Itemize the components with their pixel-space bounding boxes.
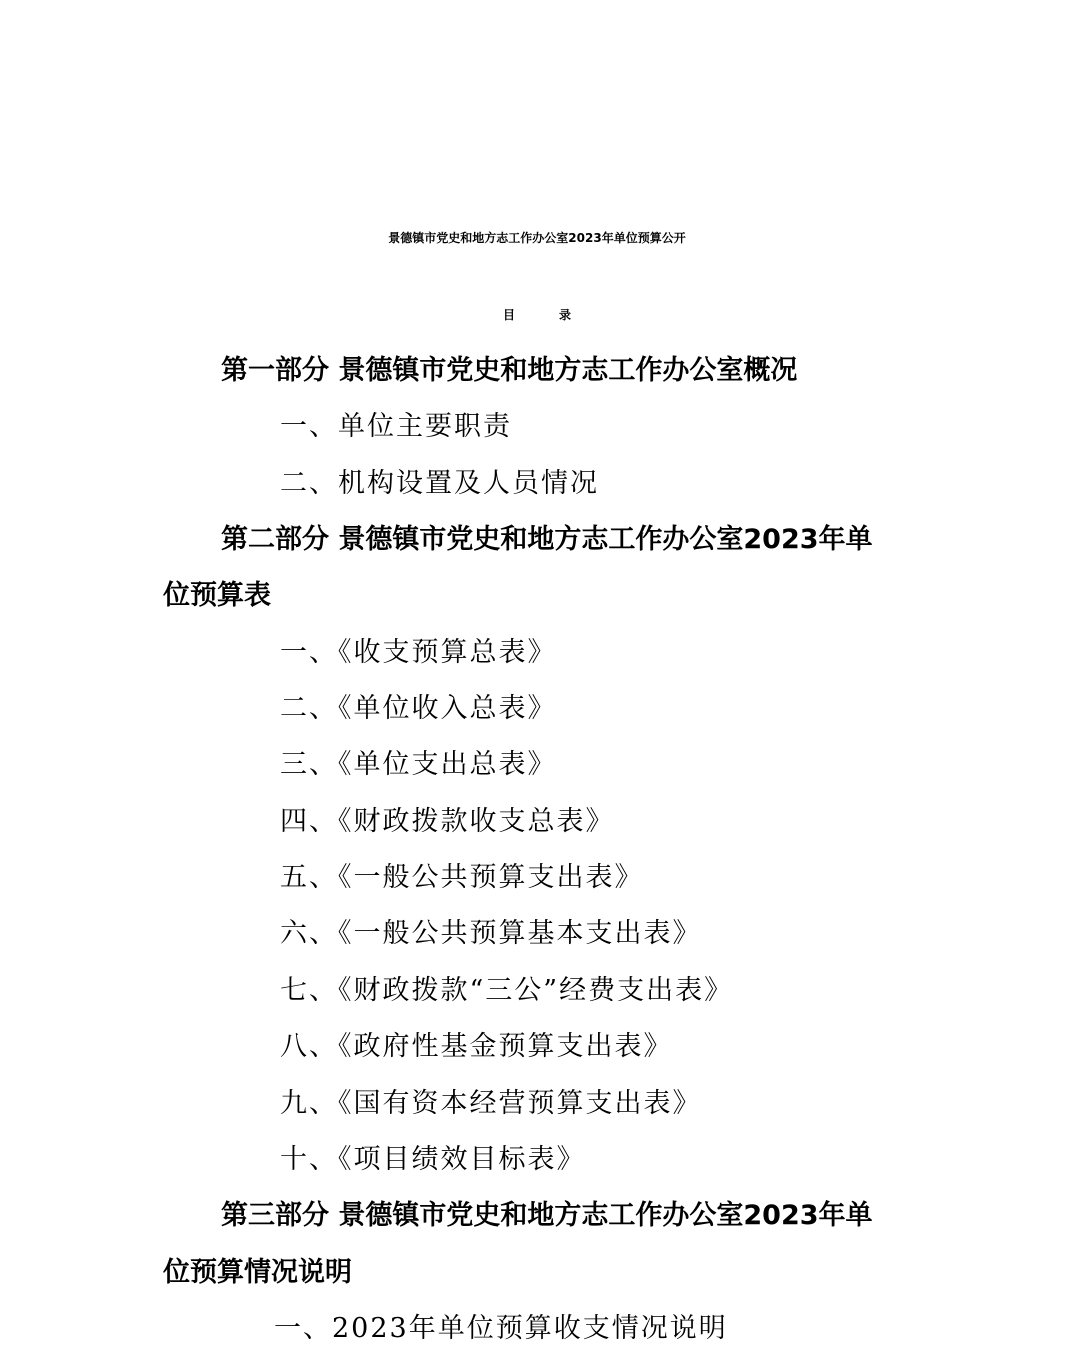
toc-item: 四、《财政拨款收支总表》 [280, 806, 615, 837]
toc-item: 九、《国有资本经营预算支出表》 [280, 1088, 702, 1119]
part3-heading: 第三部分 景德镇市党史和地方志工作办公室2023年单 [221, 1200, 873, 1231]
toc-item: 二、机构设置及人员情况 [280, 468, 599, 499]
toc-item: 一、《收支预算总表》 [280, 637, 557, 668]
toc-heading: 目录 [502, 308, 615, 322]
document-title: 景德镇市党史和地方志工作办公室2023年单位预算公开 [388, 231, 686, 245]
toc-item: 二、《单位收入总表》 [280, 693, 557, 724]
part2-heading: 第二部分 景德镇市党史和地方志工作办公室2023年单 [221, 524, 873, 555]
toc-item: 五、《一般公共预算支出表》 [280, 862, 644, 893]
toc-item: 六、《一般公共预算基本支出表》 [280, 918, 702, 949]
toc-item: 三、《单位支出总表》 [280, 749, 557, 780]
toc-item: 一、2023年单位预算收支情况说明 [274, 1313, 728, 1344]
part2-heading-continued: 位预算表 [163, 580, 271, 611]
toc-item: 八、《政府性基金预算支出表》 [280, 1031, 673, 1062]
toc-item: 十、《项目绩效目标表》 [280, 1144, 586, 1175]
part1-heading: 第一部分 景德镇市党史和地方志工作办公室概况 [221, 355, 798, 386]
part3-heading-continued: 位预算情况说明 [163, 1257, 352, 1288]
toc-item: 一、单位主要职责 [280, 411, 512, 442]
toc-item: 七、《财政拨款“三公”经费支出表》 [280, 975, 734, 1006]
